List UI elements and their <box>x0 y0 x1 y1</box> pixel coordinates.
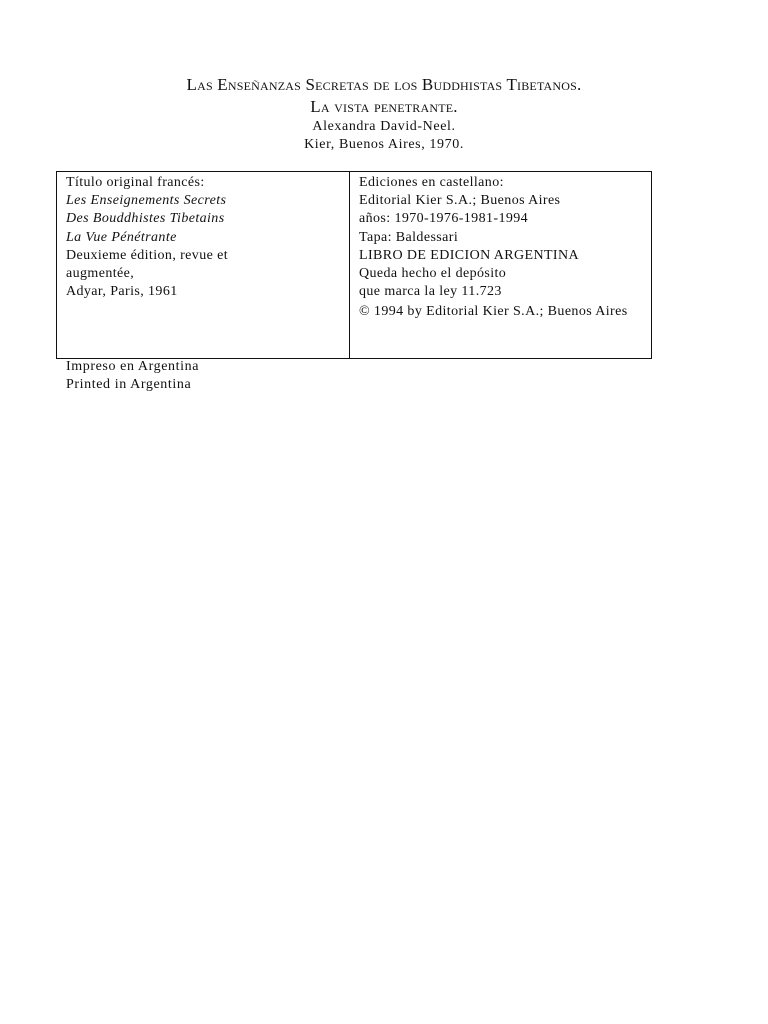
original-title-line-3: La Vue Pénétrante <box>66 229 177 245</box>
edition-note-line-1: Deuxieme édition, revue et <box>66 247 229 263</box>
original-title-label: Título original francés: <box>66 175 205 190</box>
impreso-en-argentina: Impreso en Argentina <box>66 359 200 374</box>
cover-credit: Tapa: Baldessari <box>359 229 459 245</box>
copyright-notice: © 1994 by Editorial Kier S.A.; Buenos Aires <box>359 304 628 320</box>
printed-in-argentina: Printed in Argentina <box>66 377 192 392</box>
spanish-editions-label: Ediciones en castellano: <box>359 175 504 190</box>
printing-notice <box>66 358 199 394</box>
deposito-line-2: que marca la ley 11.723 <box>359 284 502 300</box>
book-title-line-1: Las Enseñanzas Secretas de los Buddhistas Tibetanos. <box>186 75 582 94</box>
document-header <box>0 74 768 154</box>
original-place: Adyar, Paris, 1961 <box>66 284 178 300</box>
spanish-publisher: Editorial Kier S.A.; Buenos Aires <box>359 193 561 209</box>
edition-years: años: 1970-1976-1981-1994 <box>359 211 529 227</box>
book-author: Alexandra David-Neel. <box>312 119 456 134</box>
book-title-line-2: La vista penetrante. <box>310 97 458 116</box>
libro-edicion-argentina: LIBRO DE EDICION ARGENTINA <box>359 247 579 263</box>
original-title-line-2: Des Bouddhistes Tibetains <box>66 211 225 227</box>
original-title-line-1: Les Enseignements Secrets <box>66 193 227 209</box>
edition-info-table <box>56 171 652 359</box>
edition-note-line-2: augmentée, <box>66 266 135 282</box>
deposito-line-1: Queda hecho el depósito <box>359 266 507 282</box>
original-edition-column <box>57 172 350 358</box>
book-publisher: Kier, Buenos Aires, 1970. <box>304 137 464 152</box>
spanish-edition-column <box>350 172 651 358</box>
